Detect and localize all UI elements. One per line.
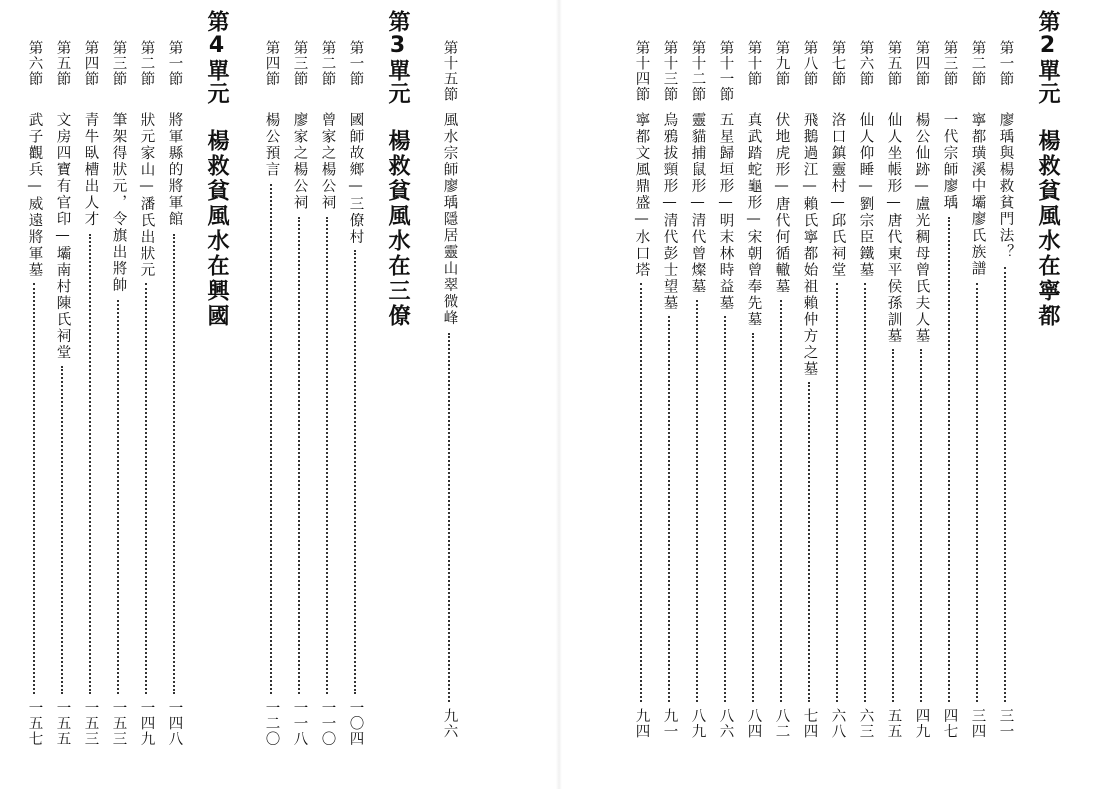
section-label: 第十五節 (441, 40, 458, 102)
unit-label: 第3單元 (385, 10, 410, 105)
section-label: 第六節 (857, 40, 874, 87)
page-number: 七四 (801, 708, 818, 739)
dot-leader (33, 283, 35, 694)
page-number: 四七 (941, 708, 958, 739)
page-number: 九一 (661, 708, 678, 739)
unit-label: 第2單元 (1035, 10, 1060, 105)
dot-leader (696, 300, 698, 703)
section-label: 第一節 (347, 40, 364, 87)
section-title: 楊公預言 (263, 112, 280, 178)
section-label: 第二節 (319, 40, 336, 87)
page-number: 四九 (913, 708, 930, 739)
toc-entry[interactable] (348, 40, 368, 760)
page-number: 一四九 (138, 700, 155, 747)
dot-leader (448, 333, 450, 703)
dot-leader (668, 316, 670, 702)
page-number: 三一 (997, 708, 1014, 739)
section-label: 第七節 (829, 40, 846, 87)
dot-leader (808, 382, 810, 702)
section-title: 國師故鄉—三僚村 (347, 112, 364, 246)
section-label: 第一節 (166, 40, 183, 87)
dot-leader (117, 300, 119, 695)
section-label: 第六節 (26, 40, 43, 87)
dot-leader (836, 283, 838, 702)
section-title: 真武踏蛇龜形—宋朝曾奉先墓 (745, 112, 762, 328)
page-number: 一五五 (54, 700, 71, 747)
dot-leader (61, 366, 63, 695)
section-label: 第八節 (801, 40, 818, 87)
page-number: 一〇四 (347, 700, 364, 747)
section-title: 寧都文風鼎盛—水口塔 (633, 112, 650, 279)
section-title: 伏地虎形—唐代何循轍墓 (773, 112, 790, 295)
page-number: 三四 (969, 708, 986, 739)
unit-title: 楊救貧風水在寧都 (1035, 129, 1060, 329)
section-title: 廖瑀與楊救貧門法？ (997, 112, 1014, 261)
page-number: 六八 (829, 708, 846, 739)
dot-leader (752, 333, 754, 703)
section-title: 烏鴉拔頸形—清代彭士望墓 (661, 112, 678, 312)
unit-title: 楊救貧風水在三僚 (385, 129, 410, 329)
toc-entry[interactable] (662, 40, 682, 760)
section-title: 寧都璜溪中壩廖氏族譜 (969, 112, 986, 277)
page-number: 五五 (885, 708, 902, 739)
dot-leader (1004, 267, 1006, 703)
toc-entry[interactable] (167, 40, 187, 760)
dot-leader (145, 283, 147, 694)
section-title: 青牛臥槽出人才 (82, 112, 99, 228)
section-label: 第三節 (291, 40, 308, 87)
toc-entry[interactable] (942, 40, 962, 760)
toc-entry[interactable] (774, 40, 794, 760)
page-number: 六三 (857, 708, 874, 739)
section-title: 五星歸垣形—明末林時益墓 (717, 112, 734, 312)
section-label: 第二節 (969, 40, 986, 87)
toc-entry[interactable] (111, 40, 131, 760)
toc-entry[interactable] (746, 40, 766, 760)
page-number: 一五三 (82, 700, 99, 747)
page-number: 八六 (717, 708, 734, 739)
section-label: 第十一節 (717, 40, 734, 102)
toc-entry[interactable] (442, 40, 462, 760)
dot-leader (920, 349, 922, 702)
section-label: 第十四節 (633, 40, 650, 102)
section-label: 第十二節 (689, 40, 706, 102)
toc-entry[interactable] (320, 40, 340, 760)
toc-entry[interactable] (27, 40, 47, 760)
page-number: 一一〇 (319, 700, 336, 747)
section-label: 第一節 (997, 40, 1014, 87)
toc-entry[interactable] (690, 40, 710, 760)
toc-entry[interactable] (634, 40, 654, 760)
section-label: 第四節 (263, 40, 280, 87)
section-title: 筆架得狀元，令旗出將帥 (110, 112, 127, 294)
dot-leader (89, 234, 91, 695)
toc-entry[interactable] (998, 40, 1018, 760)
toc-entry[interactable] (292, 40, 312, 760)
page-number: 一一八 (291, 700, 308, 747)
toc-entry[interactable] (970, 40, 990, 760)
dot-leader (948, 217, 950, 702)
dot-leader (173, 234, 175, 695)
section-label: 第五節 (885, 40, 902, 87)
page-number: 九四 (633, 708, 650, 739)
right-page (559, 0, 1118, 789)
toc-entry[interactable] (886, 40, 906, 760)
page-number: 一四八 (166, 700, 183, 747)
section-title: 飛鵝過江—賴氏寧都始祖賴仲方之墓 (801, 112, 818, 378)
section-label: 第四節 (913, 40, 930, 87)
dot-leader (780, 300, 782, 703)
page-number: 九六 (441, 708, 458, 739)
dot-leader (892, 349, 894, 702)
section-label: 第二節 (138, 40, 155, 87)
section-title: 洛口鎮靈村—邱氏祠堂 (829, 112, 846, 279)
unit-heading-unit4 (205, 10, 227, 329)
section-title: 武子觀兵—威遠將軍墓 (26, 112, 43, 279)
section-title: 將軍縣的將軍館 (166, 112, 183, 228)
section-label: 第十三節 (661, 40, 678, 102)
dot-leader (270, 184, 272, 694)
toc-entry[interactable] (139, 40, 159, 760)
section-title: 文房四寶有官印—壩南村陳氏祠堂 (54, 112, 71, 361)
dot-leader (354, 250, 356, 694)
section-title: 楊公仙跡—盧光稠母曾氏夫人墓 (913, 112, 930, 345)
toc-entry[interactable] (914, 40, 934, 760)
unit-title: 楊救貧風水在興國 (204, 129, 229, 329)
dot-leader (298, 217, 300, 694)
page-number: 一五三 (110, 700, 127, 747)
toc-entry[interactable] (55, 40, 75, 760)
unit-heading-unit3 (386, 10, 408, 329)
toc-entry[interactable] (264, 40, 284, 760)
section-title: 靈貓捕鼠形—清代曾燦墓 (689, 112, 706, 295)
section-title: 廖家之楊公祠 (291, 112, 308, 211)
page-number: 一二〇 (263, 700, 280, 747)
section-title: 風水宗師廖瑀隱居靈山翠微峰 (441, 112, 458, 327)
section-title: 仙人仰睡—劉宗臣鐵墓 (857, 112, 874, 279)
toc-entry[interactable] (830, 40, 850, 760)
section-title: 曾家之楊公祠 (319, 112, 336, 211)
section-title: 一代宗師廖瑀 (941, 112, 958, 211)
section-label: 第九節 (773, 40, 790, 87)
section-label: 第三節 (110, 40, 127, 87)
section-label: 第四節 (82, 40, 99, 87)
dot-leader (640, 283, 642, 702)
section-label: 第五節 (54, 40, 71, 87)
section-label: 第十節 (745, 40, 762, 87)
page-number: 一五七 (26, 700, 43, 747)
unit-label: 第4單元 (204, 10, 229, 105)
page-number: 八二 (773, 708, 790, 739)
unit-heading-unit2 (1036, 10, 1058, 329)
toc-entry[interactable] (858, 40, 878, 760)
toc-entry[interactable] (718, 40, 738, 760)
dot-leader (326, 217, 328, 694)
section-label: 第三節 (941, 40, 958, 87)
toc-entry[interactable] (83, 40, 103, 760)
page-number: 八四 (745, 708, 762, 739)
page-number: 八九 (689, 708, 706, 739)
dot-leader (864, 283, 866, 702)
section-title: 仙人坐帳形—唐代東平侯孫訓墓 (885, 112, 902, 345)
section-title: 狀元家山—潘氏出狀元 (138, 112, 155, 279)
dot-leader (976, 283, 978, 702)
toc-entry[interactable] (802, 40, 822, 760)
dot-leader (724, 316, 726, 702)
